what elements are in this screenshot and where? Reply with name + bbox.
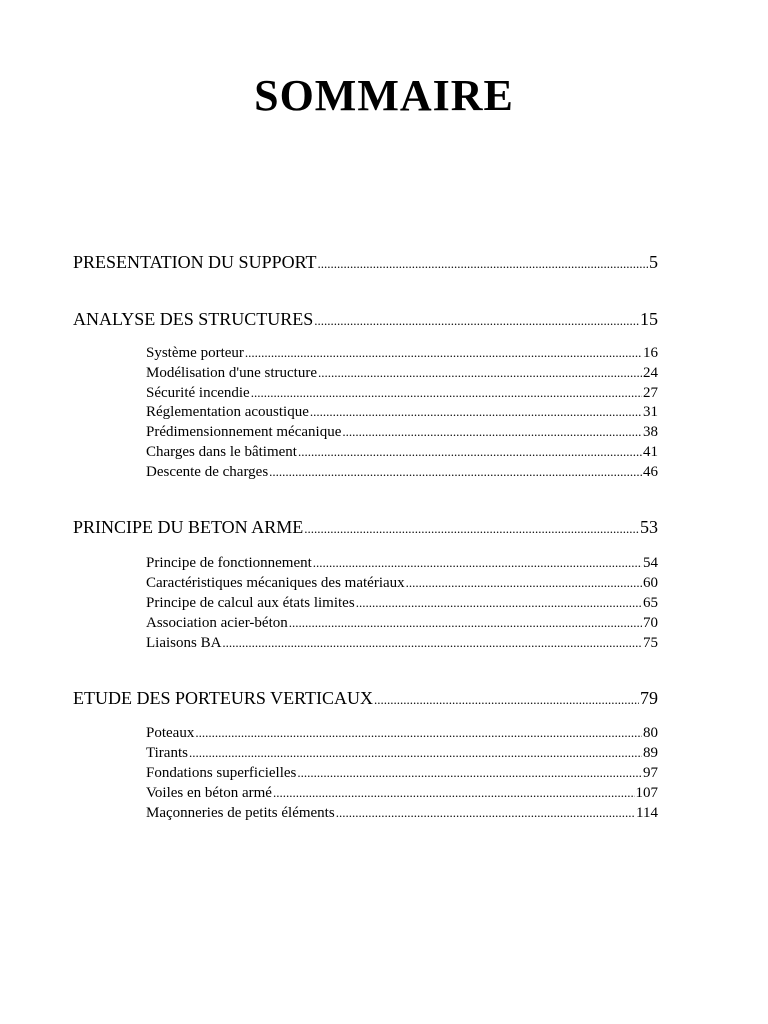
toc-item-page: 75	[643, 635, 658, 651]
dot-leader	[342, 424, 642, 440]
dot-leader	[318, 256, 648, 272]
dot-leader	[273, 785, 635, 801]
toc-item-page: 46	[643, 464, 658, 480]
toc-item-label: Réglementation acoustique	[146, 404, 309, 420]
dot-leader	[336, 805, 635, 821]
dot-leader	[245, 345, 642, 361]
toc-item[interactable]	[146, 444, 658, 464]
toc-item-page: 114	[636, 805, 658, 821]
toc-item-label: Système porteur	[146, 345, 244, 361]
toc-item-page: 16	[643, 345, 658, 361]
dot-leader	[406, 575, 642, 591]
toc-item[interactable]	[146, 404, 658, 424]
dot-leader	[314, 313, 639, 329]
toc-section-page: 5	[649, 252, 658, 272]
toc-item-label: Descente de charges	[146, 464, 269, 480]
toc-section-porteurs-verticaux[interactable]	[73, 688, 658, 712]
toc-item[interactable]	[146, 345, 658, 365]
toc-section-title: PRESENTATION DU SUPPORT	[73, 252, 317, 272]
toc-section-analyse[interactable]	[73, 309, 658, 333]
toc-item-label: Principe de calcul aux états limites	[146, 595, 355, 611]
dot-leader	[222, 635, 642, 651]
dot-leader	[298, 444, 642, 460]
toc-item-page: 38	[643, 424, 658, 440]
toc-item[interactable]	[146, 765, 658, 785]
toc-item[interactable]	[146, 385, 658, 405]
toc-item-label: Liaisons BA	[146, 635, 222, 651]
toc-section-title: ETUDE DES PORTEURS VERTICAUX	[73, 688, 374, 708]
toc-item[interactable]	[146, 745, 658, 765]
toc-item-page: 24	[643, 365, 658, 381]
toc-section-page: 15	[640, 309, 658, 329]
dot-leader	[374, 692, 639, 708]
dot-leader	[313, 555, 642, 571]
toc-item-page: 27	[643, 385, 658, 401]
dot-leader	[297, 765, 642, 781]
toc-item-label: Sécurité incendie	[146, 385, 250, 401]
toc-item[interactable]	[146, 725, 658, 745]
toc-item-label: Prédimensionnement mécanique	[146, 424, 342, 440]
toc-item[interactable]	[146, 365, 658, 385]
dot-leader	[189, 745, 642, 761]
toc-item-page: 60	[643, 575, 658, 591]
dot-leader	[195, 725, 642, 741]
toc-item[interactable]	[146, 785, 658, 805]
toc-item-label: Caractéristiques mécaniques des matériaux	[146, 575, 405, 591]
dot-leader	[356, 595, 642, 611]
toc-item-page: 97	[643, 765, 658, 781]
toc-item-label: Fondations superficielles	[146, 765, 297, 781]
toc-item-label: Maçonneries de petits éléments	[146, 805, 335, 821]
toc-item-page: 70	[643, 615, 658, 631]
dot-leader	[269, 464, 642, 480]
dot-leader	[289, 615, 642, 631]
dot-leader	[304, 521, 639, 537]
toc-item[interactable]	[146, 805, 658, 825]
toc-item-label: Modélisation d'une structure	[146, 365, 317, 381]
toc-item-page: 65	[643, 595, 658, 611]
toc-item-page: 54	[643, 555, 658, 571]
page-title: SOMMAIRE	[254, 71, 514, 120]
dot-leader	[251, 385, 642, 401]
toc-item-label: Tirants	[146, 745, 188, 761]
toc-item[interactable]	[146, 635, 658, 655]
toc-item-label: Voiles en béton armé	[146, 785, 272, 801]
toc-item[interactable]	[146, 464, 658, 484]
toc-item-label: Association acier-béton	[146, 615, 288, 631]
dot-leader	[318, 365, 642, 381]
toc-item-page: 107	[635, 785, 658, 801]
toc-item[interactable]	[146, 555, 658, 575]
toc-item[interactable]	[146, 615, 658, 635]
toc-section-page: 53	[640, 517, 658, 537]
toc-item-page: 89	[643, 745, 658, 761]
toc-item[interactable]	[146, 424, 658, 444]
toc-item[interactable]	[146, 575, 658, 595]
dot-leader	[310, 404, 642, 420]
toc-item-page: 80	[643, 725, 658, 741]
toc-item-page: 31	[643, 404, 658, 420]
toc-section-presentation[interactable]	[73, 252, 658, 276]
toc-item-label: Principe de fonctionnement	[146, 555, 312, 571]
toc-item[interactable]	[146, 595, 658, 615]
toc-section-title: ANALYSE DES STRUCTURES	[73, 309, 314, 329]
toc-section-beton-arme[interactable]	[73, 517, 658, 541]
toc-item-label: Charges dans le bâtiment	[146, 444, 297, 460]
toc-item-label: Poteaux	[146, 725, 195, 741]
toc-section-page: 79	[640, 688, 658, 708]
toc-section-title: PRINCIPE DU BETON ARME	[73, 517, 304, 537]
toc-item-page: 41	[643, 444, 658, 460]
